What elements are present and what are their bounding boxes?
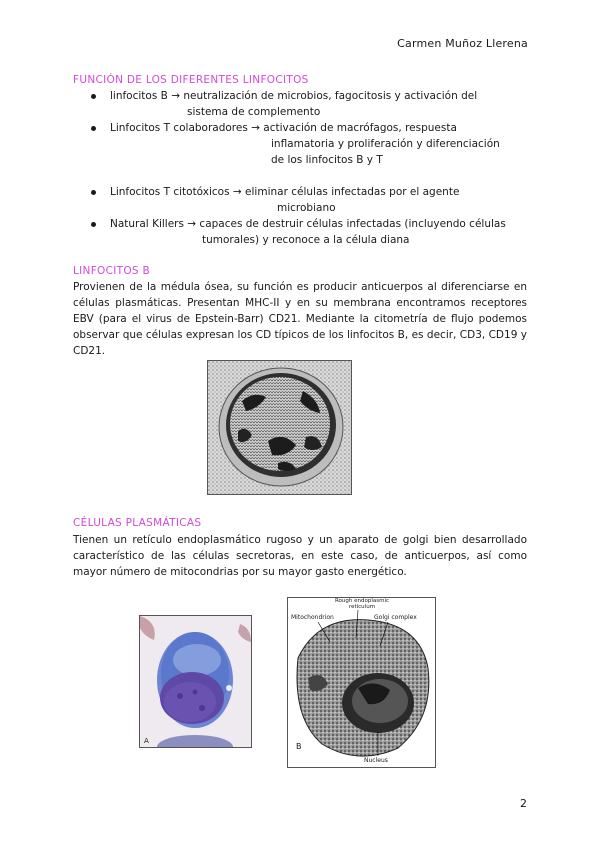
paragraph-b-lymphocytes xyxy=(73,279,527,359)
paragraph-line: Tienen un retículo endoplasmático rugoso y un aparato de golgi bien desarrollado xyxy=(73,534,527,546)
bullet-nk-line2: tumorales) y reconoce a la célula diana xyxy=(202,234,410,246)
label-mitochondrion: Mitochondrion xyxy=(291,614,334,621)
stain-illustration xyxy=(140,616,251,747)
bullet-dot xyxy=(91,190,96,195)
paragraph-plasma-cells xyxy=(73,532,527,580)
paragraph-line: observar que células expresan los CD típicos de los linfocitos B, es decir, CD3, CD19 y xyxy=(73,329,527,341)
bullet-dot xyxy=(91,94,96,99)
plasma-cell-stain-image xyxy=(139,615,252,748)
label-nucleus: Nucleus xyxy=(364,757,388,764)
paragraph-line: CD21. xyxy=(73,345,106,357)
label-rough-er: Rough endoplasmic reticulum xyxy=(334,598,390,610)
paragraph-line: mayor número de mitocondrias por su mayor gasto energético. xyxy=(73,566,407,578)
paragraph-line: EBV (para el virus de Epstein-Barr) CD21. Mediante la citometría de flujo podemos xyxy=(73,313,527,325)
b-lymphocyte-micrograph xyxy=(207,360,352,495)
paragraph-line: característico de las células secretoras, en este caso, de anticuerpos, así como xyxy=(73,550,527,562)
bullet-tc-line2: microbiano xyxy=(277,202,336,214)
bullet-b-line2: sistema de complemento xyxy=(187,106,321,118)
author-name: Carmen Muñoz Llerena xyxy=(397,37,528,50)
paragraph-line: Provienen de la médula ósea, su función es producir anticuerpos al diferenciarse en xyxy=(73,281,527,293)
paragraph-line: células plasmáticas. Presentan MHC-II y en su membrana encontramos receptores xyxy=(73,297,527,309)
page-number: 2 xyxy=(520,797,527,810)
bullet-th-line3: de los linfocitos B y T xyxy=(271,154,383,166)
bullet-nk-line1: Natural Killers → capaces de destruir células infectadas (incluyendo células xyxy=(110,218,506,230)
section-title-b-lymphocytes: LINFOCITOS B xyxy=(73,265,151,277)
bullet-tc-line1: Linfocitos T citotóxicos → eliminar células infectadas por el agente xyxy=(110,186,460,198)
micrograph-illustration xyxy=(288,598,435,767)
bullet-th-line2: inflamatoria y proliferación y diferenciación xyxy=(271,138,500,150)
panel-label-b: B xyxy=(296,742,302,751)
bullet-dot xyxy=(91,126,96,131)
section-title-plasma-cells: CÉLULAS PLASMÁTICAS xyxy=(73,517,202,529)
plasma-cell-micrograph xyxy=(287,597,436,768)
micrograph-illustration xyxy=(208,361,351,494)
bullet-b-line1: linfocitos B → neutralización de microbios, fagocitosis y activación del xyxy=(110,90,478,102)
section-title-lymphocyte-functions: FUNCIÓN DE LOS DIFERENTES LINFOCITOS xyxy=(73,74,309,86)
bullet-th-line1: Linfocitos T colaboradores → activación de macrófagos, respuesta xyxy=(110,122,457,134)
panel-label-a: A xyxy=(144,737,149,745)
bullet-dot xyxy=(91,222,96,227)
label-golgi-complex: Golgi complex xyxy=(374,614,417,621)
